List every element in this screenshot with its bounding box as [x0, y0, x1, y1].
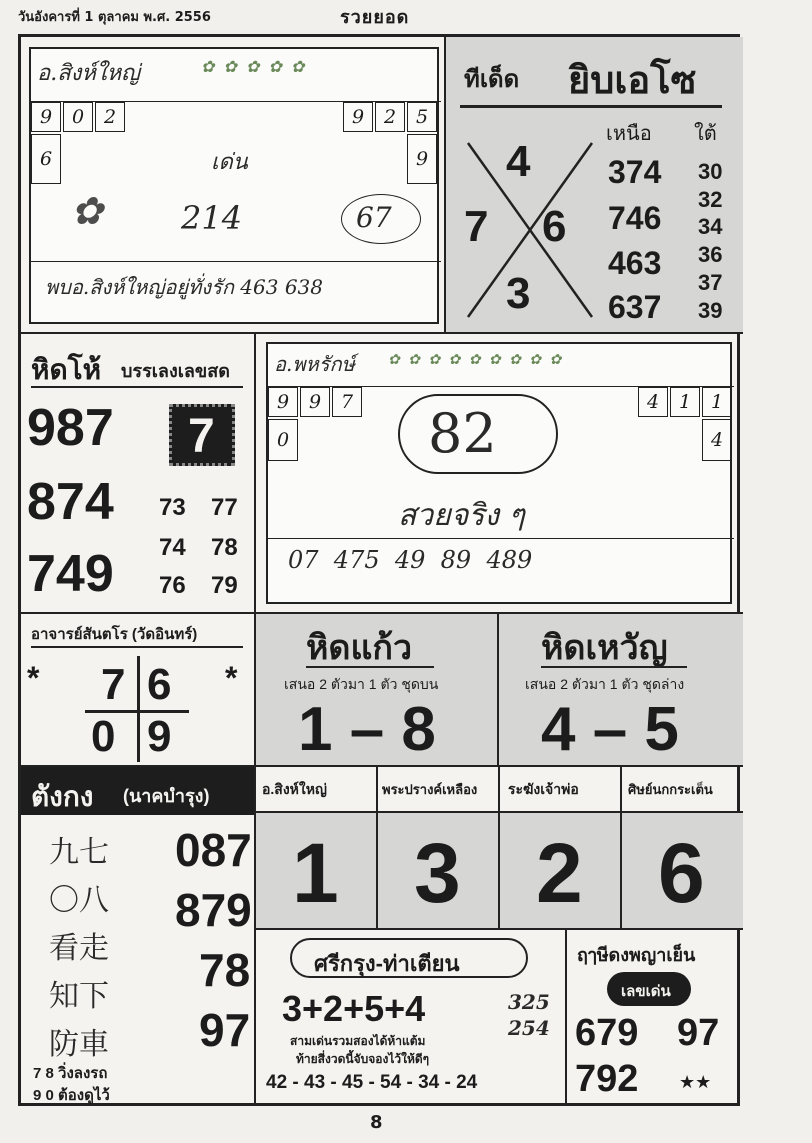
quad-header [256, 767, 376, 813]
hidkaew-sub: เสนอ 2 ตัวมา 1 ตัว ชุดบน [284, 676, 439, 692]
srikrung-title: ศรีกรุง-ท่าเตียน [314, 951, 460, 976]
quad-bg [500, 813, 620, 928]
note1-circle-value: 67 [356, 201, 392, 234]
south-value: 36 [698, 242, 723, 267]
tangkong-header [21, 767, 254, 815]
quad-value: 6 [658, 826, 705, 920]
note2-divider [268, 538, 734, 539]
south-value: 37 [698, 270, 723, 295]
note1-lead: เด่น [211, 150, 248, 175]
achan-star-left: * [27, 660, 40, 696]
x-right: 6 [542, 202, 567, 251]
srikrung-title-box [290, 938, 528, 978]
south-value: 32 [698, 187, 723, 212]
note1-cell: 0 [63, 102, 93, 132]
quad-bg [378, 813, 498, 928]
achan-bl: 0 [91, 712, 116, 761]
note1-cell: 2 [95, 102, 125, 132]
hidwan-sub: เสนอ 2 ตัวมา 1 ตัว ชุดล่าง [525, 676, 685, 692]
yibeso-prefix: ทีเด็ด [464, 66, 520, 93]
hidho-pair: 76 [159, 572, 186, 599]
note2-cell: 1 [702, 387, 732, 417]
tangkong-title: ตังกง [31, 781, 94, 812]
note2-cloud-value: 82 [428, 402, 497, 465]
hidkaew-rule [306, 666, 434, 668]
tangkong-subtitle: (นาคบำรุง) [123, 786, 210, 806]
srikrung-line2: ท้ายสี่งวดนี้จับจองไว้ให้ดีๆ [296, 1052, 430, 1066]
note2-text: สวยจริง ๆ [398, 498, 525, 533]
note1-panel [21, 37, 446, 334]
yibeso-panel [446, 37, 743, 334]
hidho-pair: 78 [211, 534, 238, 561]
quad-bg [622, 813, 743, 928]
quad-header [378, 767, 498, 813]
note2-cell: 9 [268, 387, 298, 417]
hidwan-title: หิดเหวัญ [541, 629, 668, 667]
north-value: 637 [608, 289, 662, 325]
hidho-pair: 74 [159, 534, 186, 561]
achan-rule [31, 646, 243, 648]
hidho-rule [31, 386, 243, 388]
quad-label: อ.สิงห์ใหญ่ [262, 781, 327, 797]
ruesi-n1: 679 [575, 1012, 639, 1054]
hidho-panel [21, 334, 256, 614]
hidwan-value: 4 – 5 [541, 695, 679, 764]
ruesi-n3: 792 [575, 1058, 639, 1100]
achan-title: อาจารย์สันตโร (วัดอินทร์) [31, 626, 198, 643]
hidho-subtitle: บรรเลงเลขสด [121, 361, 230, 381]
quad-bg [256, 813, 376, 928]
yibeso-name: ยิบเอโซ [568, 60, 697, 102]
srikrung-side: 254 [508, 1016, 550, 1040]
chinese-line: 九七 [49, 835, 109, 870]
srikrung-sum: 3+2+5+4 [282, 988, 426, 1029]
quad-label: ศิษย์นกกระเต็น [628, 782, 713, 797]
quad-cell [500, 767, 622, 930]
x-top: 4 [506, 137, 531, 186]
ruesi-title: ฤๅษีดงพญาเย็น [577, 945, 696, 965]
quad-value: 1 [292, 826, 339, 920]
note2-cloud [398, 394, 558, 474]
srikrung-panel [256, 930, 567, 1103]
quad-label: ระฆังเจ้าพ่อ [508, 781, 579, 797]
chinese-line: 防車 [49, 1027, 109, 1062]
tangkong-num: 879 [175, 884, 252, 936]
yibeso-rule [460, 105, 722, 108]
note2-side-left: 0 [268, 419, 298, 461]
x-bottom: 3 [506, 269, 531, 318]
ruesi-panel [567, 930, 743, 1103]
achan-tl: 7 [101, 660, 126, 709]
hidho-big2: 874 [27, 473, 114, 531]
hidho-badge [169, 404, 235, 466]
hidho-pair: 73 [159, 494, 186, 521]
note2-decoration: ✿ ✿ ✿ ✿ ✿ ✿ ✿ ✿ ✿ [388, 352, 564, 368]
note1-decoration: ✿ ✿ ✿ ✿ ✿ [201, 57, 307, 76]
quad-panel [256, 767, 743, 930]
note1-main: 214 [181, 199, 243, 237]
hidho-big3: 749 [27, 545, 114, 603]
note1-circle [341, 194, 421, 244]
note1-side-right: 9 [407, 134, 437, 184]
tangkong-foot2: 9 0 ต้องดูไว้ [33, 1087, 110, 1104]
note1-cell: 9 [31, 102, 61, 132]
chinese-line: 〇八 [49, 883, 109, 918]
note1-divider [31, 261, 441, 262]
note2-cell: 9 [300, 387, 330, 417]
south-value: 30 [698, 159, 723, 184]
chinese-line: 知下 [49, 979, 109, 1014]
flower-icon: ✿ [71, 189, 103, 233]
tangkong-foot1: 7 8 วิ่งลงรถ [33, 1065, 108, 1082]
note2-cell: 7 [332, 387, 362, 417]
ruesi-badge [607, 972, 691, 1006]
col-south: ใต้ [694, 123, 717, 145]
note1-card [29, 47, 439, 324]
tangkong-num: 78 [199, 944, 251, 996]
x-left: 7 [464, 202, 489, 251]
quad-cell [256, 767, 378, 930]
tangkong-num: 087 [175, 824, 252, 876]
srikrung-line1: สามเด่นรวมสองได้ห้าแต้ม [290, 1034, 426, 1048]
note1-bottom: พบอ.สิงห์ใหญ่อยู่ทั่งรัก 463 638 [45, 275, 323, 299]
south-value: 39 [698, 298, 723, 323]
hidkaew-title: หิดแก้ว [306, 629, 413, 667]
north-value: 374 [608, 154, 662, 190]
note2-bottom: 07 475 49 89 489 [288, 546, 533, 574]
ruesi-n2: 97 [677, 1012, 720, 1054]
note2-side-right: 4 [702, 419, 732, 461]
quad-header [500, 767, 620, 813]
quad-value: 3 [414, 826, 461, 920]
quad-label: พระปรางค์เหลือง [382, 782, 478, 797]
header-date: วันอังคารที่ 1 ตุลาคม พ.ศ. 2556 [18, 10, 211, 25]
quad-header [622, 767, 743, 813]
srikrung-side: 325 [508, 990, 550, 1014]
hidho-big1: 987 [27, 399, 114, 457]
hidkaew-value: 1 – 8 [298, 695, 436, 764]
note2-cell: 4 [638, 387, 668, 417]
north-value: 463 [608, 245, 662, 281]
note1-cell: 2 [375, 102, 405, 132]
note1-label: อ.สิงห์ใหญ่ [37, 61, 140, 86]
hidwan-panel [499, 614, 743, 767]
north-value: 746 [608, 200, 662, 236]
tangkong-num: 97 [199, 1004, 251, 1056]
page-number: 8 [370, 1112, 383, 1133]
note1-cell: 9 [343, 102, 373, 132]
hidho-badge-value: 7 [188, 410, 215, 463]
col-north: เหนือ [606, 123, 652, 145]
tangkong-panel [21, 767, 256, 1103]
quad-cell [378, 767, 500, 930]
note2-panel [256, 334, 743, 614]
hidkaew-panel [256, 614, 499, 767]
ruesi-stars: ★★ [679, 1072, 712, 1092]
chinese-line: 看走 [49, 931, 109, 966]
hidho-pair: 77 [211, 494, 238, 521]
note1-side-left: 6 [31, 134, 61, 184]
hidwan-rule [541, 666, 687, 668]
hidho-title: หิดโห้ [31, 354, 102, 385]
note2-label: อ.พหรักษ์ [274, 352, 355, 376]
hidho-pair: 79 [211, 572, 238, 599]
masthead: รวยยอด [340, 7, 410, 28]
quad-cell [622, 767, 743, 930]
note2-card [266, 342, 732, 604]
achan-star-right: * [225, 660, 238, 696]
srikrung-bottom: 42 - 43 - 45 - 54 - 34 - 24 [266, 1072, 478, 1093]
achan-br: 9 [147, 712, 172, 761]
ruesi-badge-label: เลขเด่น [621, 983, 671, 1000]
note1-cell: 5 [407, 102, 437, 132]
page-frame [18, 34, 740, 1106]
achan-panel [21, 614, 256, 767]
achan-vline [137, 656, 140, 762]
achan-tr: 6 [147, 660, 172, 709]
south-value: 34 [698, 214, 723, 239]
note2-cell: 1 [670, 387, 700, 417]
quad-value: 2 [536, 826, 583, 920]
